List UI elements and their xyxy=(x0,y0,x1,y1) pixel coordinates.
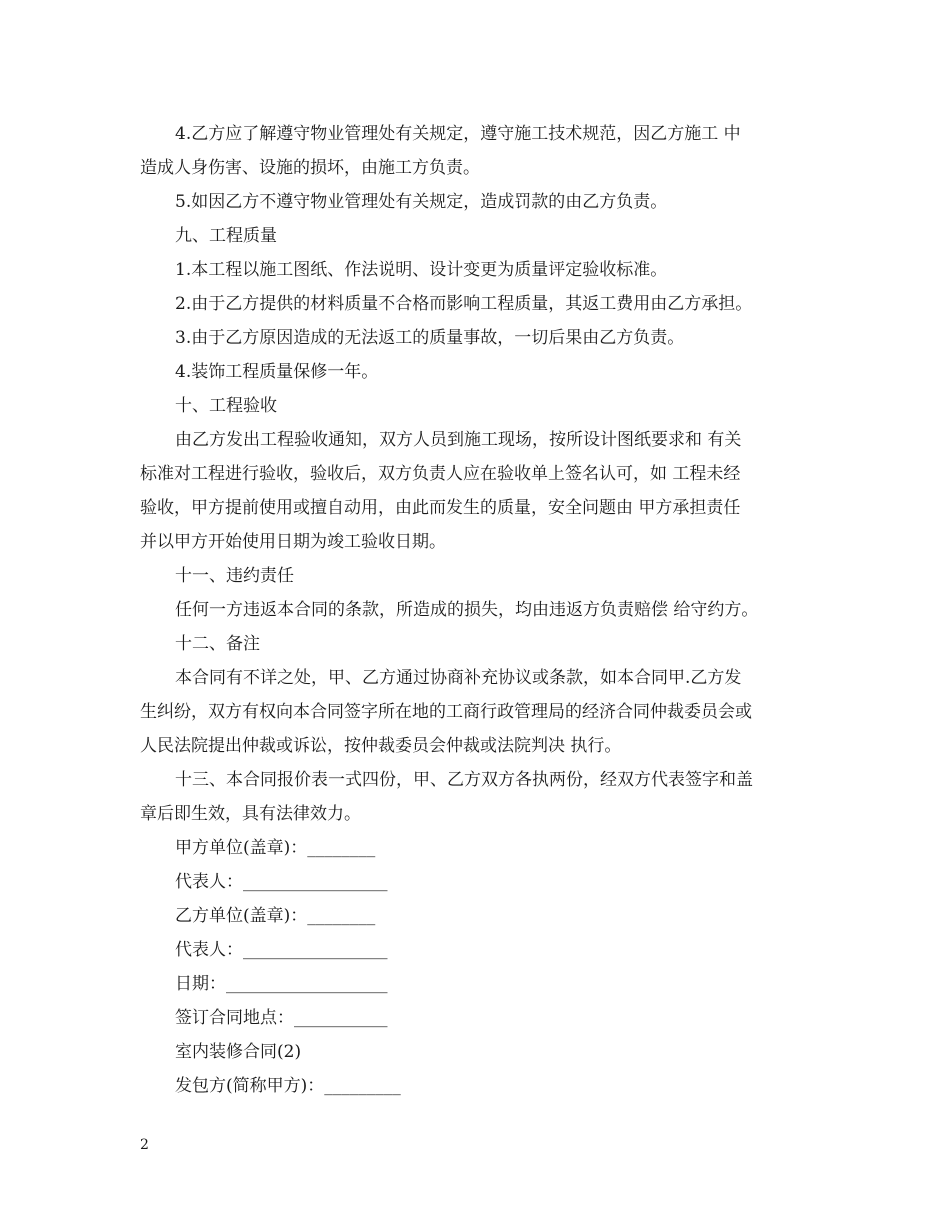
text-line: 并以甲方开始使用日期为竣工验收日期。 xyxy=(140,532,446,552)
text-line: 十二、备注 xyxy=(175,634,260,654)
text-line: 甲方单位(盖章)：________ xyxy=(175,838,376,858)
text-line: 5.如因乙方不遵守物业管理处有关规定，造成罚款的由乙方负责。 xyxy=(175,192,668,212)
text-line: 室内装修合同(2) xyxy=(175,1042,302,1062)
text-line: 十一、违约责任 xyxy=(175,566,294,586)
text-line: 1.本工程以施工图纸、作法说明、设计变更为质量评定验收标准。 xyxy=(175,260,668,280)
page-number: 2 xyxy=(140,1137,149,1153)
text-line: 标准对工程进行验收，验收后，双方负责人应在验收单上签名认可，如 工程未经 xyxy=(140,464,741,484)
text-line: 任何一方违返本合同的条款，所造成的损失，均由违返方负责赔偿 给守约方。 xyxy=(175,600,759,620)
text-line: 4.装饰工程质量保修一年。 xyxy=(175,362,379,382)
text-line: 人民法院提出仲裁或诉讼，按仲裁委员会仲裁或法院判决 执行。 xyxy=(140,736,622,756)
text-line: 2.由于乙方提供的材料质量不合格而影响工程质量，其返工费用由乙方承担。 xyxy=(175,294,753,314)
text-line: 造成人身伤害、设施的损坏，由施工方负责。 xyxy=(140,158,480,178)
text-line: 十三、本合同报价表一式四份，甲、乙方双方各执两份，经双方代表签字和盖 xyxy=(175,770,753,790)
text-line: 由乙方发出工程验收通知，双方人员到施工现场，按所设计图纸要求和 有关 xyxy=(175,430,742,450)
text-line: 章后即生效，具有法律效力。 xyxy=(140,804,361,824)
text-line: 十、工程验收 xyxy=(175,396,277,416)
text-line: 代表人：_________________ xyxy=(175,940,388,960)
text-line: 日期：___________________ xyxy=(175,974,388,994)
document-body xyxy=(140,117,812,1103)
text-line: 发包方(简称甲方)：_________ xyxy=(175,1076,401,1096)
text-line: 3.由于乙方原因造成的无法返工的质量事故，一切后果由乙方负责。 xyxy=(175,328,685,348)
text-line: 代表人：_________________ xyxy=(175,872,388,892)
text-line: 九、工程质量 xyxy=(175,226,277,246)
text-line: 验收，甲方提前使用或擅自动用，由此而发生的质量，安全问题由 甲方承担责任 xyxy=(140,498,741,518)
text-line: 乙方单位(盖章)：________ xyxy=(175,906,376,926)
text-line: 4.乙方应了解遵守物业管理处有关规定，遵守施工技术规范，因乙方施工 中 xyxy=(175,124,741,144)
text-line: 生纠纷，双方有权向本合同签字所在地的工商行政管理局的经济合同仲裁委员会或 xyxy=(140,702,752,722)
text-line: 本合同有不详之处，甲、乙方通过协商补充协议或条款，如本合同甲.乙方发 xyxy=(175,668,742,688)
text-line: 签订合同地点：___________ xyxy=(175,1008,388,1028)
